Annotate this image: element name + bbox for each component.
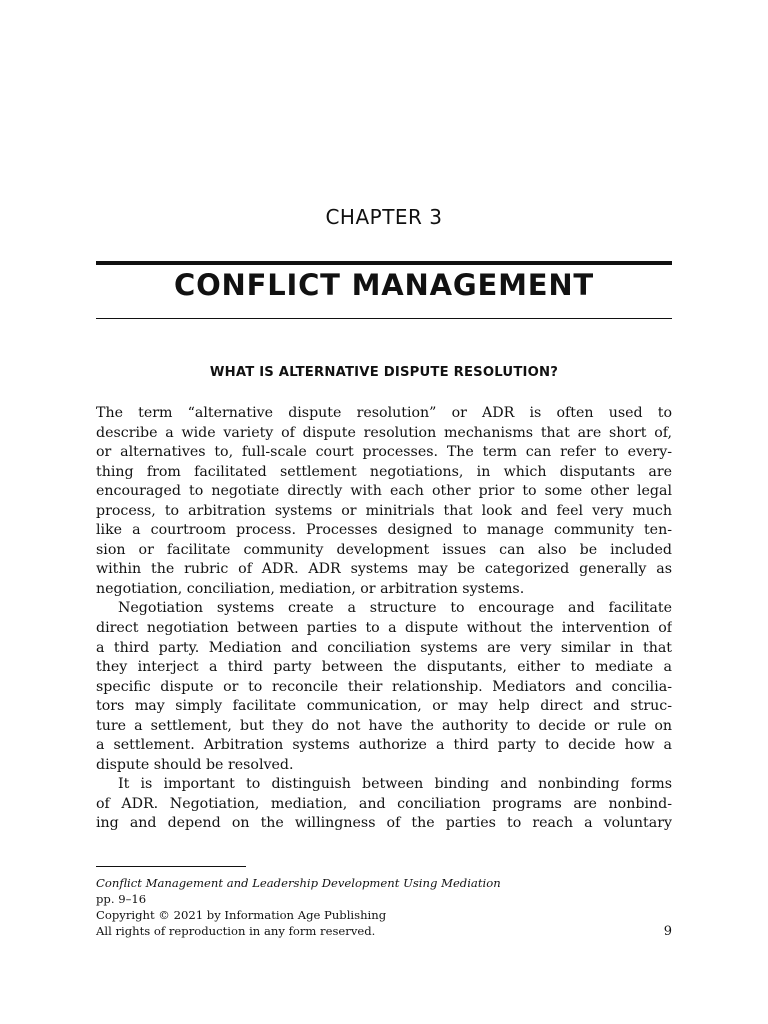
body-line: a third party. Mediation and conciliation systems are very similar in that [96, 639, 672, 656]
title-top-rule [96, 261, 672, 265]
body-text [96, 404, 672, 834]
section-heading: WHAT IS ALTERNATIVE DISPUTE RESOLUTION? [209, 365, 559, 380]
body-line: specific dispute or to reconcile their relationship. Mediators and concilia- [96, 678, 672, 695]
body-line: ture a settlement, but they do not have the authority to decide or rule on [96, 717, 672, 734]
body-line: process, to arbitration systems or minitrials that look and feel very much [96, 502, 672, 519]
body-line: a settlement. Arbitration systems authorize a third party to decide how a [96, 737, 672, 754]
chapter-label: CHAPTER 3 [325, 205, 443, 229]
footnote-copyright: Copyright © 2021 by Information Age Publishing [96, 908, 387, 922]
page-number: 9 [663, 924, 672, 939]
body-line: like a courtroom process. Processes designed to manage community ten- [96, 522, 672, 539]
body-line: tors may simply facilitate communication, or may help direct and struc- [96, 698, 672, 715]
footnote-rights: All rights of reproduction in any form reserved. [96, 924, 376, 938]
body-line: dispute should be resolved. [96, 756, 294, 773]
footnote [96, 875, 672, 939]
body-line: The term “alternative dispute resolution” or ADR is often used to [96, 405, 672, 421]
body-line: sion or facilitate community development issues can also be included [96, 541, 672, 558]
body-line: they interject a third party between the disputants, either to mediate a [96, 659, 672, 676]
body-line: encouraged to negotiate directly with each other prior to some other legal [96, 483, 672, 500]
body-line: negotiation, conciliation, mediation, or arbitration systems. [96, 580, 525, 597]
body-line: describe a wide variety of dispute resolution mechanisms that are short of, [96, 424, 672, 441]
footnote-pages: pp. 9–16 [96, 892, 147, 906]
footnote-book-title: Conflict Management and Leadership Development Using Mediation [96, 876, 501, 890]
chapter-title: CONFLICT MANAGEMENT [174, 268, 594, 302]
body-line: direct negotiation between parties to a dispute without the intervention of [96, 620, 672, 637]
body-line: ing and depend on the willingness of the parties to reach a voluntary [96, 815, 672, 832]
body-line: thing from facilitated settlement negotiations, in which disputants are [96, 463, 672, 480]
body-line: of ADR. Negotiation, mediation, and conciliation programs are nonbind- [96, 795, 672, 812]
title-bottom-rule [96, 318, 672, 319]
body-line: within the rubric of ADR. ADR systems may be categorized generally as [96, 561, 672, 578]
body-line: or alternatives to, full-scale court processes. The term can refer to every- [96, 444, 672, 461]
body-line: It is important to distinguish between binding and nonbinding forms [118, 776, 672, 793]
body-line: Negotiation systems create a structure to encourage and facilitate [118, 600, 672, 617]
footnote-rule [96, 866, 246, 867]
